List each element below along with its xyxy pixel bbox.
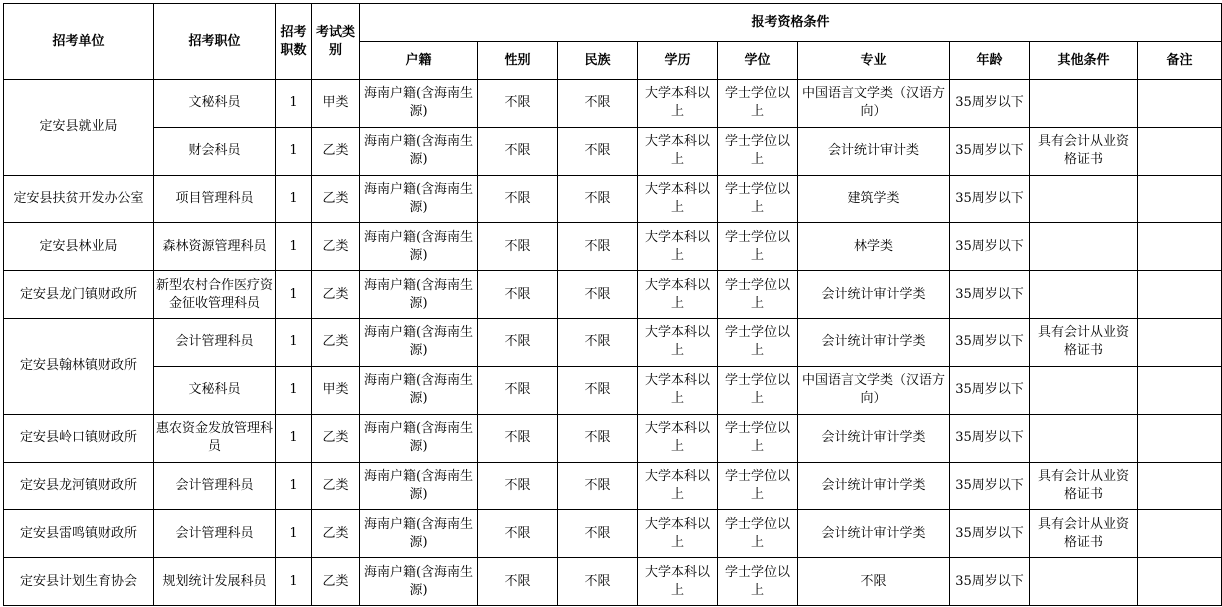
cell-gender: 不限 (478, 366, 558, 414)
cell-degree: 学士学位以上 (718, 462, 798, 510)
cell-unit: 定安县就业局 (4, 80, 154, 176)
cell-hukou: 海南户籍(含海南生源) (360, 510, 478, 558)
cell-count: 1 (276, 558, 312, 606)
cell-major: 中国语言文学类（汉语方向） (798, 80, 950, 128)
cell-other: 具有会计从业资格证书 (1030, 127, 1138, 175)
cell-degree: 学士学位以上 (718, 127, 798, 175)
cell-age: 35周岁以下 (950, 558, 1030, 606)
cell-remarks (1138, 558, 1222, 606)
cell-age: 35周岁以下 (950, 80, 1030, 128)
cell-ethnicity: 不限 (558, 319, 638, 367)
cell-other (1030, 223, 1138, 271)
cell-remarks (1138, 127, 1222, 175)
cell-major: 会计统计审计学类 (798, 414, 950, 462)
cell-remarks (1138, 271, 1222, 319)
cell-position: 财会科员 (154, 127, 276, 175)
cell-position: 会计管理科员 (154, 462, 276, 510)
cell-exam-type: 甲类 (312, 366, 360, 414)
recruitment-table (3, 3, 1222, 606)
cell-exam-type: 乙类 (312, 175, 360, 223)
cell-ethnicity: 不限 (558, 223, 638, 271)
cell-major: 不限 (798, 558, 950, 606)
header-exam-type: 考试类别 (312, 4, 360, 80)
cell-count: 1 (276, 462, 312, 510)
cell-unit: 定安县龙河镇财政所 (4, 462, 154, 510)
cell-gender: 不限 (478, 414, 558, 462)
header-ethnicity: 民族 (558, 42, 638, 80)
cell-major: 中国语言文学类（汉语方向） (798, 366, 950, 414)
cell-position: 会计管理科员 (154, 319, 276, 367)
cell-count: 1 (276, 366, 312, 414)
cell-other (1030, 558, 1138, 606)
cell-count: 1 (276, 319, 312, 367)
cell-gender: 不限 (478, 558, 558, 606)
cell-remarks (1138, 366, 1222, 414)
cell-major: 建筑学类 (798, 175, 950, 223)
cell-exam-type: 乙类 (312, 319, 360, 367)
cell-exam-type: 乙类 (312, 510, 360, 558)
cell-gender: 不限 (478, 510, 558, 558)
cell-degree: 学士学位以上 (718, 414, 798, 462)
table-row (4, 366, 1222, 414)
table-body (4, 80, 1222, 606)
table-row (4, 80, 1222, 128)
cell-major: 会计统计审计学类 (798, 271, 950, 319)
cell-age: 35周岁以下 (950, 414, 1030, 462)
cell-unit: 定安县林业局 (4, 223, 154, 271)
cell-exam-type: 乙类 (312, 414, 360, 462)
cell-education: 大学本科以上 (638, 462, 718, 510)
header-degree: 学位 (718, 42, 798, 80)
cell-exam-type: 甲类 (312, 80, 360, 128)
cell-exam-type: 乙类 (312, 271, 360, 319)
header-remarks: 备注 (1138, 42, 1222, 80)
cell-age: 35周岁以下 (950, 127, 1030, 175)
cell-education: 大学本科以上 (638, 558, 718, 606)
header-unit: 招考单位 (4, 4, 154, 80)
cell-ethnicity: 不限 (558, 127, 638, 175)
header-position: 招考职位 (154, 4, 276, 80)
cell-hukou: 海南户籍(含海南生源) (360, 271, 478, 319)
cell-education: 大学本科以上 (638, 271, 718, 319)
cell-degree: 学士学位以上 (718, 271, 798, 319)
cell-other (1030, 271, 1138, 319)
cell-position: 文秘科员 (154, 366, 276, 414)
cell-major: 会计统计审计学类 (798, 319, 950, 367)
cell-ethnicity: 不限 (558, 80, 638, 128)
cell-count: 1 (276, 80, 312, 128)
cell-remarks (1138, 80, 1222, 128)
cell-hukou: 海南户籍(含海南生源) (360, 462, 478, 510)
header-hukou: 户籍 (360, 42, 478, 80)
cell-position: 文秘科员 (154, 80, 276, 128)
table-row (4, 319, 1222, 367)
cell-remarks (1138, 510, 1222, 558)
cell-degree: 学士学位以上 (718, 510, 798, 558)
cell-ethnicity: 不限 (558, 366, 638, 414)
cell-exam-type: 乙类 (312, 462, 360, 510)
cell-exam-type: 乙类 (312, 223, 360, 271)
cell-degree: 学士学位以上 (718, 175, 798, 223)
cell-gender: 不限 (478, 271, 558, 319)
cell-ethnicity: 不限 (558, 271, 638, 319)
cell-degree: 学士学位以上 (718, 319, 798, 367)
cell-count: 1 (276, 223, 312, 271)
table-row (4, 127, 1222, 175)
cell-hukou: 海南户籍(含海南生源) (360, 80, 478, 128)
cell-education: 大学本科以上 (638, 223, 718, 271)
cell-age: 35周岁以下 (950, 175, 1030, 223)
table-row (4, 414, 1222, 462)
table-row (4, 462, 1222, 510)
table-row (4, 223, 1222, 271)
cell-unit: 定安县翰林镇财政所 (4, 319, 154, 415)
cell-education: 大学本科以上 (638, 127, 718, 175)
cell-gender: 不限 (478, 175, 558, 223)
cell-age: 35周岁以下 (950, 223, 1030, 271)
header-qualifications: 报考资格条件 (360, 4, 1222, 42)
cell-other (1030, 366, 1138, 414)
cell-position: 项目管理科员 (154, 175, 276, 223)
cell-age: 35周岁以下 (950, 319, 1030, 367)
cell-major: 会计统计审计学类 (798, 462, 950, 510)
cell-gender: 不限 (478, 223, 558, 271)
header-row-top (4, 4, 1222, 42)
cell-remarks (1138, 414, 1222, 462)
cell-age: 35周岁以下 (950, 366, 1030, 414)
header-major: 专业 (798, 42, 950, 80)
cell-hukou: 海南户籍(含海南生源) (360, 366, 478, 414)
cell-major: 林学类 (798, 223, 950, 271)
cell-other: 具有会计从业资格证书 (1030, 510, 1138, 558)
cell-hukou: 海南户籍(含海南生源) (360, 558, 478, 606)
cell-unit: 定安县雷鸣镇财政所 (4, 510, 154, 558)
cell-hukou: 海南户籍(含海南生源) (360, 127, 478, 175)
cell-count: 1 (276, 271, 312, 319)
cell-ethnicity: 不限 (558, 558, 638, 606)
cell-other (1030, 80, 1138, 128)
cell-hukou: 海南户籍(含海南生源) (360, 414, 478, 462)
cell-remarks (1138, 175, 1222, 223)
cell-count: 1 (276, 175, 312, 223)
cell-position: 森林资源管理科员 (154, 223, 276, 271)
cell-exam-type: 乙类 (312, 127, 360, 175)
cell-hukou: 海南户籍(含海南生源) (360, 223, 478, 271)
header-age: 年龄 (950, 42, 1030, 80)
cell-degree: 学士学位以上 (718, 366, 798, 414)
cell-degree: 学士学位以上 (718, 558, 798, 606)
cell-other (1030, 414, 1138, 462)
header-gender: 性别 (478, 42, 558, 80)
cell-degree: 学士学位以上 (718, 80, 798, 128)
cell-position: 会计管理科员 (154, 510, 276, 558)
cell-other: 具有会计从业资格证书 (1030, 319, 1138, 367)
cell-position: 惠农资金发放管理科员 (154, 414, 276, 462)
cell-hukou: 海南户籍(含海南生源) (360, 175, 478, 223)
cell-education: 大学本科以上 (638, 80, 718, 128)
cell-unit: 定安县龙门镇财政所 (4, 271, 154, 319)
cell-remarks (1138, 223, 1222, 271)
cell-gender: 不限 (478, 462, 558, 510)
header-other: 其他条件 (1030, 42, 1138, 80)
cell-gender: 不限 (478, 80, 558, 128)
table-row (4, 271, 1222, 319)
cell-major: 会计统计审计类 (798, 127, 950, 175)
cell-remarks (1138, 319, 1222, 367)
cell-position: 新型农村合作医疗资金征收管理科员 (154, 271, 276, 319)
cell-gender: 不限 (478, 319, 558, 367)
cell-gender: 不限 (478, 127, 558, 175)
table-row (4, 510, 1222, 558)
cell-age: 35周岁以下 (950, 271, 1030, 319)
cell-education: 大学本科以上 (638, 510, 718, 558)
cell-exam-type: 乙类 (312, 558, 360, 606)
cell-hukou: 海南户籍(含海南生源) (360, 319, 478, 367)
cell-age: 35周岁以下 (950, 510, 1030, 558)
cell-other (1030, 175, 1138, 223)
cell-education: 大学本科以上 (638, 414, 718, 462)
cell-degree: 学士学位以上 (718, 223, 798, 271)
cell-remarks (1138, 462, 1222, 510)
cell-count: 1 (276, 127, 312, 175)
cell-ethnicity: 不限 (558, 414, 638, 462)
cell-education: 大学本科以上 (638, 319, 718, 367)
cell-education: 大学本科以上 (638, 175, 718, 223)
cell-age: 35周岁以下 (950, 462, 1030, 510)
table-row (4, 558, 1222, 606)
cell-ethnicity: 不限 (558, 510, 638, 558)
cell-unit: 定安县岭口镇财政所 (4, 414, 154, 462)
cell-unit: 定安县扶贫开发办公室 (4, 175, 154, 223)
cell-education: 大学本科以上 (638, 366, 718, 414)
cell-other: 具有会计从业资格证书 (1030, 462, 1138, 510)
cell-count: 1 (276, 414, 312, 462)
cell-unit: 定安县计划生育协会 (4, 558, 154, 606)
header-count: 招考职数 (276, 4, 312, 80)
cell-count: 1 (276, 510, 312, 558)
cell-major: 会计统计审计学类 (798, 510, 950, 558)
table-row (4, 175, 1222, 223)
header-education: 学历 (638, 42, 718, 80)
cell-position: 规划统计发展科员 (154, 558, 276, 606)
cell-ethnicity: 不限 (558, 175, 638, 223)
cell-ethnicity: 不限 (558, 462, 638, 510)
